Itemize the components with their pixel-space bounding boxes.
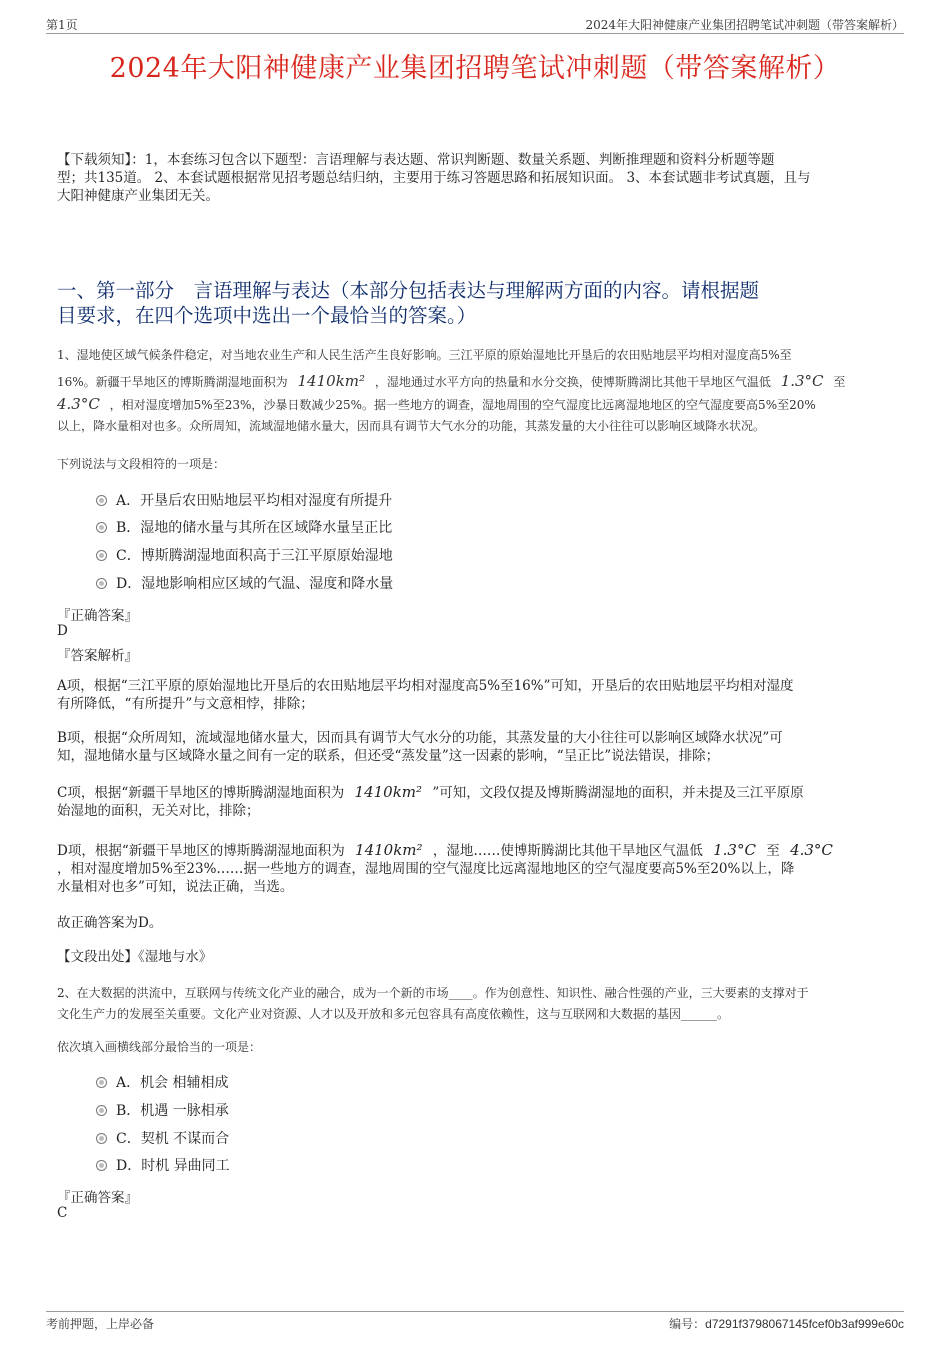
option-d[interactable] [96, 1155, 230, 1175]
analysis-line: 始湿地的面积，无关对比，排除； [57, 803, 260, 819]
radio-icon[interactable] [96, 1133, 107, 1144]
question-1-text [57, 345, 907, 437]
math-area: 1410km² [354, 783, 423, 801]
text-span: 至 [833, 375, 846, 389]
option-label: C．博斯腾湖湿地面积高于三江平原原始湿地 [116, 548, 393, 564]
radio-icon[interactable] [96, 1105, 107, 1116]
analysis-line: 知，湿地储水量与区域降水量之间有一定的联系，但还受“蒸发量”这一因素的影响，“呈正比”说法错误，排除； [57, 748, 720, 764]
answer-value: D [57, 623, 68, 639]
answer-label: 『正确答案』 [57, 1190, 138, 1206]
radio-icon[interactable] [96, 495, 107, 506]
section-heading [57, 278, 907, 328]
question-2-text [57, 983, 907, 1025]
math-temp: 1.3°C [713, 841, 756, 859]
option-label: A．开垦后农田贴地层平均相对湿度有所提升 [116, 493, 393, 509]
analysis-line [57, 783, 907, 802]
option-a[interactable] [96, 490, 392, 510]
page-title: 2024年大阳神健康产业集团招聘笔试冲刺题（带答案解析） [109, 53, 841, 84]
footer-divider [46, 1311, 904, 1312]
notice-line: 大阳神健康产业集团无关。 [57, 188, 219, 204]
analysis-line: B项，根据“众所周知，流域湿地储水量大，因而具有调节大气水分的功能，其蒸发量的大小往往可以影响区域降水状况”可 [57, 730, 783, 746]
question-line: 文化生产力的发展至关重要。文化产业对资源、人才以及开放和多元包容具有高度依赖性，这与互联网和大数据的基因______。 [57, 1007, 730, 1021]
notice-line: 型；共135道。 2、本套试题根据常见招考题总结归纳，主要用于练习答题思路和拓展知识面。 3、本套试题非考试真题，且与 [57, 170, 811, 186]
conclusion: 故正确答案为D。 [57, 915, 163, 931]
math-area: 1410km² [355, 841, 423, 859]
option-label: D．湿地影响相应区域的气温、湿度和降水量 [116, 576, 394, 592]
page-number: 第1页 [46, 18, 78, 32]
option-label: C．契机 不谋而合 [116, 1131, 230, 1147]
text-span: ，湿地通过水平方向的热量和水分交换，使博斯腾湖比其他干旱地区气温低 [374, 375, 771, 389]
radio-icon[interactable] [96, 522, 107, 533]
footer-code [669, 1315, 904, 1332]
footer-slogan: 考前押题，上岸必备 [46, 1317, 155, 1331]
footer-code-value: d7291f3798067145fcef0b3af999e60c [705, 1317, 904, 1331]
section-line: 一、第一部分 言语理解与表达（本部分包括表达与理解两方面的内容。请根据题 [57, 279, 760, 302]
radio-icon[interactable] [96, 1077, 107, 1088]
text-span: 16%。新疆干旱地区的博斯腾湖湿地面积为 [57, 375, 288, 389]
section-line: 目要求，在四个选项中选出一个最恰当的答案。） [57, 304, 477, 327]
option-label: D．时机 异曲同工 [116, 1158, 230, 1174]
notice-line: 【下载须知】：1，本套练习包含以下题型：言语理解与表达题、常识判断题、数量关系题、判断推理题和资料分析题等题 [57, 152, 775, 168]
analysis-label: 『答案解析』 [57, 648, 138, 664]
option-b[interactable] [96, 1100, 229, 1120]
question-2-prompt: 依次填入画横线部分最恰当的一项是： [57, 1040, 262, 1054]
text-span: D项，根据“新疆干旱地区的博斯腾湖湿地面积为 [57, 843, 345, 859]
question-line: 以上，降水量相对也多。众所周知，流域湿地储水量大，因而具有调节大气水分的功能，其蒸发量的大小往往可以影响区域降水状况。 [57, 419, 766, 433]
analysis-a [57, 677, 907, 713]
radio-icon[interactable] [96, 1160, 107, 1171]
analysis-line: 水量相对也多”可知，说法正确，当选。 [57, 879, 294, 895]
option-a[interactable] [96, 1072, 229, 1092]
question-line [57, 371, 907, 393]
option-c[interactable] [96, 545, 393, 565]
option-d[interactable] [96, 573, 393, 593]
question-1-prompt: 下列说法与文段相符的一项是： [57, 457, 226, 471]
math-area: 1410km² [297, 372, 366, 390]
question-line: 2、在大数据的洪流中，互联网与传统文化产业的融合，成为一个新的市场____。作为创意性、知识性、融合性强的产业，三大要素的支撑对于 [57, 986, 809, 1000]
text-span: 至 [766, 843, 780, 859]
option-label: B．机遇 一脉相承 [116, 1103, 229, 1119]
analysis-b [57, 729, 907, 765]
answer-value: C [57, 1205, 68, 1221]
math-temp: 1.3°C [780, 372, 824, 390]
question-line: 1、湿地使区域气候条件稳定，对当地农业生产和人民生活产生良好影响。三江平原的原始湿地比开垦后的农田贴地层平均相对湿度高5%至 [57, 348, 792, 362]
download-notice [57, 151, 907, 205]
header-doc-title: 2024年大阳神健康产业集团招聘笔试冲刺题（带答案解析） [585, 18, 904, 32]
text-span: C项，根据“新疆干旱地区的博斯腾湖湿地面积为 [57, 785, 345, 801]
option-label: A．机会 相辅相成 [116, 1075, 229, 1091]
footer-code-label: 编号： [669, 1317, 706, 1331]
text-span: ”可知，文段仅提及博斯腾湖湿地的面积，并未提及三江平原原 [432, 785, 804, 801]
analysis-line: ，相对湿度增加5%至23%……据一些地方的调查，湿地周围的空气湿度比远离湿地地区的空气湿度要高5%至20%以上，降 [57, 861, 795, 877]
analysis-d [57, 841, 907, 896]
header-divider [46, 33, 904, 34]
math-temp: 4.3°C [57, 395, 100, 413]
answer-label: 『正确答案』 [57, 608, 138, 624]
option-c[interactable] [96, 1128, 229, 1148]
option-b[interactable] [96, 517, 392, 537]
question-line [57, 394, 907, 416]
source: 【文段出处】《湿地与水》 [57, 949, 213, 965]
math-temp: 4.3°C [790, 841, 833, 859]
analysis-line: A项，根据“三江平原的原始湿地比开垦后的农田贴地层平均相对湿度高5%至16%”可知，开垦后的农田贴地层平均相对湿度 [57, 678, 794, 694]
analysis-c [57, 783, 907, 820]
radio-icon[interactable] [96, 578, 107, 589]
text-span: ，相对湿度增加5%至23%，沙暴日数减少25%。据一些地方的调查，湿地周围的空气湿度比远离湿地地区的空气湿度要高5%至20% [109, 398, 816, 412]
analysis-line [57, 841, 907, 860]
text-span: ，湿地……使博斯腾湖比其他干旱地区气温低 [432, 843, 703, 859]
option-label: B．湿地的储水量与其所在区域降水量呈正比 [116, 520, 393, 536]
radio-icon[interactable] [96, 550, 107, 561]
analysis-line: 有所降低，“有所提升”与文意相悖，排除； [57, 696, 314, 712]
